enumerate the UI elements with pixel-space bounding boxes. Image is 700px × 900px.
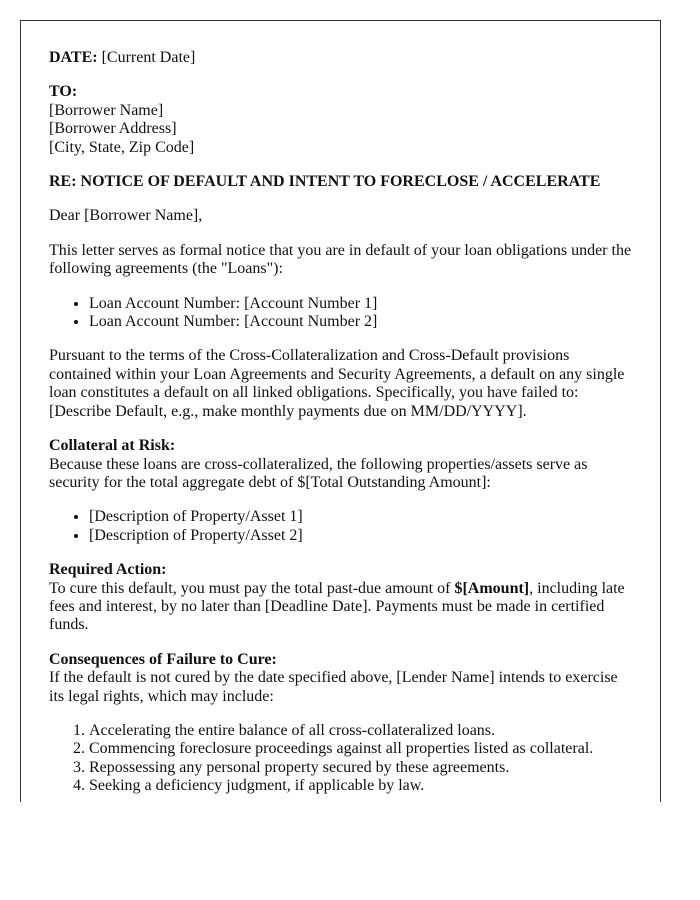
to-label: TO: <box>49 83 78 101</box>
recipient-block <box>49 83 632 157</box>
consequence-item: 4. Seeking a deficiency judgment, if applicable by law. <box>89 777 632 795</box>
loan-account-list <box>49 295 632 332</box>
date-line <box>49 49 632 67</box>
required-action-text-after: , including late fees and interest, by no later than [Deadline Date]. Payments must be made in certified funds. <box>49 579 625 634</box>
consequence-item: 2. Commencing foreclosure proceedings against all properties listed as collateral. <box>89 740 632 758</box>
borrower-address: [Borrower Address] <box>49 120 177 138</box>
letter-document <box>20 20 661 802</box>
collateral-item: • [Description of Property/Asset 1] <box>89 508 632 526</box>
borrower-name: [Borrower Name] <box>49 101 164 119</box>
consequences-section <box>49 651 632 706</box>
collateral-section <box>49 437 632 492</box>
loan-account-item: • Loan Account Number: [Account Number 1] <box>89 295 632 313</box>
collateral-list <box>49 508 632 545</box>
intro-paragraph: This letter serves as formal notice that you are in default of your loan obligations under the following agreements (the "Loans"): <box>49 241 632 278</box>
date-value: [Current Date] <box>97 49 196 66</box>
subject-line: RE: NOTICE OF DEFAULT AND INTENT TO FORECLOSE / ACCELERATE <box>49 173 601 191</box>
consequences-text: If the default is not cured by the date specified above, [Lender Name] intends to exercise its legal rights, which may include: <box>49 669 618 705</box>
borrower-city-state-zip: [City, State, Zip Code] <box>49 138 195 156</box>
pursuant-paragraph: Pursuant to the terms of the Cross-Collateralization and Cross-Default provisions contained within your Loan Agreements and Security Agreements, a default on any single loan constitutes a default on all linked obligations. Specifically, you have failed to: [Describe Default, e.g., make monthly payments due on MM/DD/YYYY]. <box>49 347 625 420</box>
consequences-list <box>49 722 632 796</box>
consequence-item: 1. Accelerating the entire balance of all cross-collateralized loans. <box>89 722 632 740</box>
consequences-heading: Consequences of Failure to Cure: <box>49 650 277 668</box>
required-action-section <box>49 561 632 635</box>
collateral-item: • [Description of Property/Asset 2] <box>89 527 632 545</box>
date-label: DATE: <box>49 49 98 66</box>
collateral-text: Because these loans are cross-collateralized, the following properties/assets serve as security for the total aggregate debt of $[Total Outstanding Amount]: <box>49 455 588 491</box>
required-action-text-before: To cure this default, you must pay the total past-due amount of <box>49 579 455 597</box>
salutation: Dear [Borrower Name], <box>49 207 203 225</box>
past-due-amount: $[Amount] <box>454 579 530 597</box>
required-action-heading: Required Action: <box>49 561 167 579</box>
collateral-heading: Collateral at Risk: <box>49 437 176 455</box>
consequence-item: 3. Repossessing any personal property secured by these agreements. <box>89 759 632 777</box>
loan-account-item: • Loan Account Number: [Account Number 2] <box>89 313 632 331</box>
